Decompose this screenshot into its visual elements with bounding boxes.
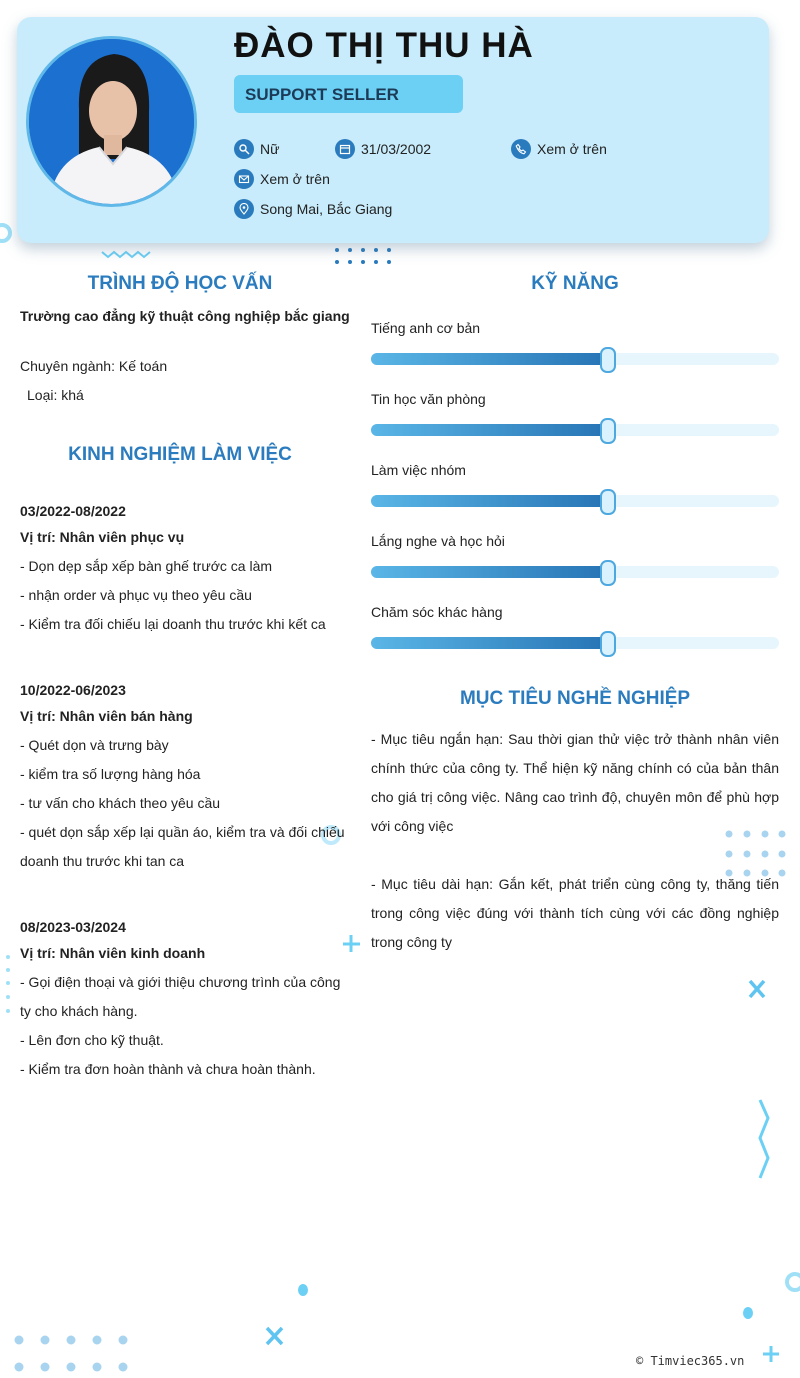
dot-decoration	[298, 1284, 308, 1296]
skill-label: Làm việc nhóm	[371, 462, 466, 478]
job-line: - tư vấn cho khách theo yêu cầu	[20, 795, 221, 811]
skill-bar-fill	[371, 566, 608, 578]
skill-bar-knob	[600, 489, 616, 515]
job-line: - quét dọn sắp xếp lại quần áo, kiểm tra và đối chiếu	[20, 824, 345, 840]
skill-label: Tiếng anh cơ bản	[371, 320, 481, 336]
job-line: - kiểm tra số lượng hàng hóa	[20, 766, 201, 782]
role-badge	[234, 75, 463, 113]
objective-title: MỤC TIÊU NGHỀ NGHIỆP	[459, 688, 691, 709]
cross-decoration	[750, 981, 764, 997]
cross-decoration	[267, 1328, 282, 1344]
calendar-icon	[335, 139, 355, 159]
skill-bar-fill	[371, 637, 608, 649]
experience-title: KINH NGHIỆM LÀM VIỆC	[68, 444, 292, 465]
skill-bar-knob	[600, 631, 616, 657]
zigzag-vertical-decoration	[760, 1100, 768, 1178]
education-school: Trường cao đẳng kỹ thuật công nghiệp bắc giang	[20, 308, 350, 324]
job-position: Vị trí: Nhân viên phục vụ	[20, 529, 185, 545]
ring-decoration	[787, 1274, 800, 1290]
job-line: - Kiểm tra đơn hoàn thành và chưa hoàn thành.	[20, 1061, 316, 1077]
portrait-photo	[29, 39, 194, 204]
full-name: ĐÀO THỊ THU HÀ	[234, 26, 534, 65]
objective-short-term: - Mục tiêu ngắn hạn: Sau thời gian thử việc trở thành nhân viên chính thức của công ty. Thể hiện kỹ năng chính có của bản thân cho giá trị công việc. Nâng cao trình độ, chuyên môn để phù hợp với công việc	[371, 731, 779, 834]
location-pin-icon	[234, 199, 254, 219]
job-line: - nhận order và phục vụ theo yêu cầu	[20, 587, 252, 603]
job-line: - Dọn dẹp sắp xếp bàn ghế trước ca làm	[20, 558, 273, 574]
gender-icon	[234, 139, 254, 159]
gender-value: Nữ	[260, 141, 280, 157]
job-line: doanh thu trước khi tan ca	[20, 853, 185, 869]
job-line: - Quét dọn và trưng bày	[20, 737, 169, 753]
plus-decoration	[763, 1346, 779, 1362]
job-line: - Kiểm tra đối chiếu lại doanh thu trước khi kết ca	[20, 616, 326, 632]
job-position: Vị trí: Nhân viên kinh doanh	[20, 945, 206, 961]
left-vertical-dots-decoration	[6, 955, 10, 1013]
skill-bar-fill	[371, 424, 608, 436]
phone-info	[511, 139, 607, 159]
address-info	[234, 199, 392, 219]
job-line: ty cho khách hàng.	[20, 1003, 138, 1019]
gender-info	[234, 139, 279, 159]
bottom-dots-decoration	[15, 1336, 128, 1372]
skill-bar-knob	[600, 347, 616, 373]
plus-decoration	[343, 935, 360, 952]
skill-bar-fill	[371, 353, 608, 365]
job-line: - Gọi điện thoại và giới thiệu chương trình của công	[20, 974, 341, 990]
mail-icon	[234, 169, 254, 189]
skill-bar-knob	[600, 560, 616, 586]
skills-title: KỸ NĂNG	[531, 273, 619, 294]
objective-long-term: - Mục tiêu dài hạn: Gắn kết, phát triển cùng công ty, thăng tiến trong công việc đúng với thành tích cùng với các đồng nghiệp trong công ty	[371, 876, 779, 950]
skill-label: Tin học văn phòng	[371, 391, 486, 407]
phone-value: Xem ở trên	[537, 141, 607, 157]
job-position: Vị trí: Nhân viên bán hàng	[20, 708, 193, 724]
watermark: © Timviec365.vn	[636, 1354, 745, 1368]
email-info	[234, 169, 330, 189]
education-grade: Loại: khá	[27, 387, 84, 403]
skill-bar-knob	[600, 418, 616, 444]
address-value: Song Mai, Bắc Giang	[260, 201, 393, 217]
dot-decoration	[743, 1307, 753, 1319]
role-label: SUPPORT SELLER	[245, 85, 399, 104]
skill-bar-fill	[371, 495, 608, 507]
ring-decoration	[0, 225, 10, 241]
skill-label: Chăm sóc khác hàng	[371, 604, 503, 620]
birthday-value: 31/03/2002	[361, 141, 432, 157]
zigzag-decoration	[102, 252, 150, 257]
email-value: Xem ở trên	[260, 171, 330, 187]
avatar	[26, 36, 197, 207]
birthday-info	[335, 139, 431, 159]
job-line: - Lên đơn cho kỹ thuật.	[20, 1032, 164, 1048]
job-period: 03/2022-08/2022	[20, 503, 126, 519]
phone-icon	[511, 139, 531, 159]
skill-label: Lắng nghe và học hỏi	[371, 533, 505, 549]
job-period: 08/2023-03/2024	[20, 919, 126, 935]
education-major: Chuyên ngành: Kế toán	[20, 358, 168, 374]
education-title: TRÌNH ĐỘ HỌC VẤN	[87, 273, 273, 294]
job-period: 10/2022-06/2023	[20, 682, 126, 698]
